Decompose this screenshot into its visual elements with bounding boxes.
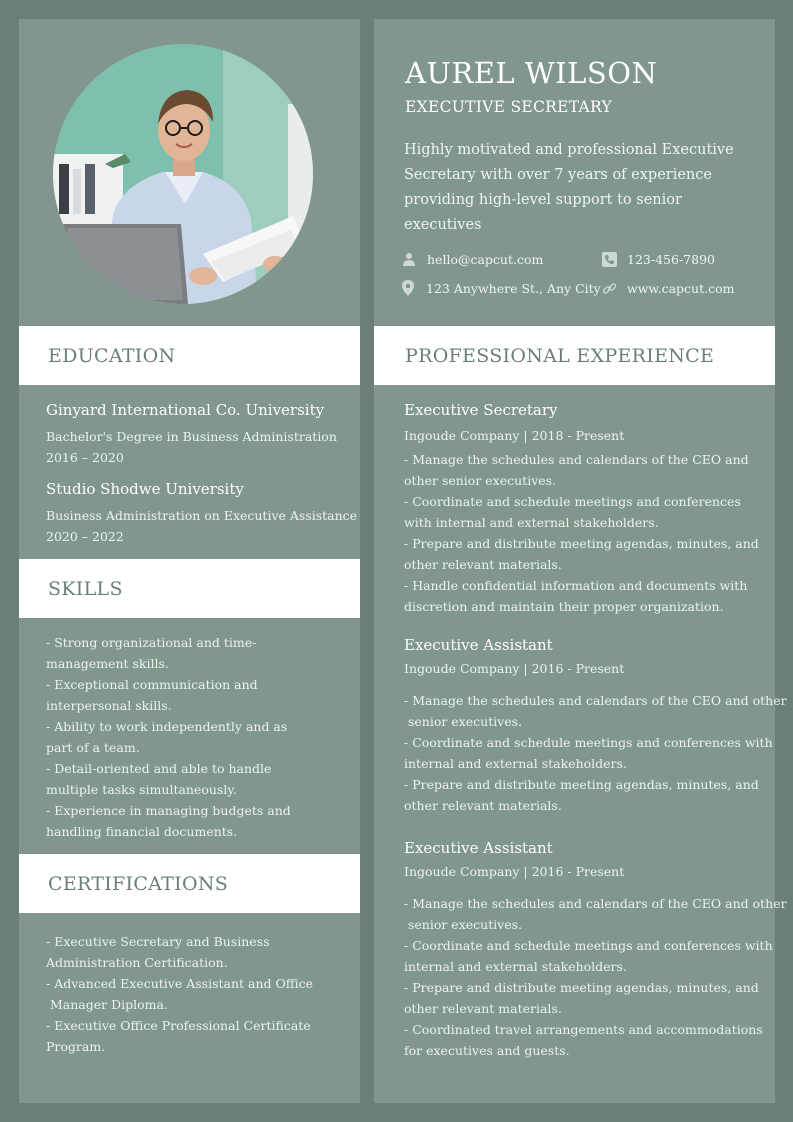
job-title: Executive Secretary	[404, 401, 558, 419]
list-item: internal and external stakeholders.	[404, 959, 627, 974]
job-duties	[404, 449, 759, 617]
list-item: other relevant materials.	[404, 557, 562, 572]
list-item: - Exceptional communication and	[46, 677, 258, 692]
profile-photo	[53, 44, 313, 304]
list-item: - Coordinate and schedule meetings and conferences with	[404, 735, 773, 750]
education-heading	[19, 326, 360, 385]
contact-website[interactable]: www.capcut.com	[627, 280, 735, 296]
job-title: Executive Assistant	[404, 839, 553, 857]
list-item: - Coordinate and schedule meetings and conferences	[404, 494, 741, 509]
list-item: with internal and external stakeholders.	[404, 515, 659, 530]
skills-list	[46, 632, 291, 842]
list-item: Administration Certification.	[46, 955, 228, 970]
education-school: Ginyard International Co. University	[46, 401, 325, 419]
list-item: - Strong organizational and time-	[46, 635, 257, 650]
list-item: - Coordinate and schedule meetings and conferences with	[404, 938, 773, 953]
list-item: management skills.	[46, 656, 169, 671]
list-item: - Manage the schedules and calendars of the CEO and other	[404, 896, 787, 911]
contact-phone-row	[601, 251, 715, 267]
education-heading-label: EDUCATION	[48, 344, 176, 367]
education-years: 2016 – 2020	[46, 450, 124, 465]
location-pin-icon	[400, 280, 416, 296]
education-degree: Business Administration on Executive Assistance	[46, 508, 358, 523]
education-years: 2020 – 2022	[46, 529, 124, 544]
job-meta: Ingoude Company | 2018 - Present	[404, 428, 625, 443]
job-meta: Ingoude Company | 2016 - Present	[404, 864, 625, 879]
candidate-name: AUREL WILSON	[405, 56, 658, 90]
contact-address: 123 Anywhere St., Any City	[426, 280, 601, 296]
list-item: - Prepare and distribute meeting agendas, minutes, and	[404, 980, 759, 995]
list-item: Program.	[46, 1039, 106, 1054]
list-item: - Detail-oriented and able to handle	[46, 761, 272, 776]
experience-heading	[374, 326, 775, 385]
phone-icon	[601, 251, 617, 267]
list-item: - Advanced Executive Assistant and Office	[46, 976, 314, 991]
list-item: - Executive Secretary and Business	[46, 934, 270, 949]
list-item: other senior executives.	[404, 473, 557, 488]
experience-heading-label: PROFESSIONAL EXPERIENCE	[405, 344, 715, 367]
candidate-role: EXECUTIVE SECRETARY	[405, 98, 613, 116]
list-item: multiple tasks simultaneously.	[46, 782, 237, 797]
list-item: part of a team.	[46, 740, 140, 755]
list-item: other relevant materials.	[404, 798, 562, 813]
list-item: - Prepare and distribute meeting agendas, minutes, and	[404, 777, 759, 792]
contact-email[interactable]: hello@capcut.com	[427, 251, 544, 267]
list-item: - Executive Office Professional Certificate	[46, 1018, 311, 1033]
list-item: - Handle confidential information and documents with	[404, 578, 748, 593]
job-meta: Ingoude Company | 2016 - Present	[404, 661, 625, 676]
list-item: - Experience in managing budgets and	[46, 803, 291, 818]
contact-website-row	[601, 280, 734, 296]
list-item: - Ability to work independently and as	[46, 719, 288, 734]
person-icon	[401, 251, 417, 267]
list-item: senior executives.	[404, 714, 523, 729]
list-item: discretion and maintain their proper organization.	[404, 599, 724, 614]
list-item: interpersonal skills.	[46, 698, 172, 713]
certifications-list	[46, 931, 313, 1057]
list-item: Manager Diploma.	[46, 997, 168, 1012]
job-duties	[404, 690, 787, 816]
list-item: other relevant materials.	[404, 1001, 562, 1016]
list-item: - Manage the schedules and calendars of the CEO and other	[404, 693, 787, 708]
certifications-heading	[19, 854, 360, 913]
contact-email-row	[401, 251, 543, 267]
list-item: handling financial documents.	[46, 824, 238, 839]
list-item: senior executives.	[404, 917, 523, 932]
skills-heading	[19, 559, 360, 618]
profile-summary: Highly motivated and professional Executive Secretary with over 7 years of experience providing high-level support to senior executives	[404, 142, 734, 233]
contact-address-row	[400, 280, 601, 296]
list-item: - Coordinated travel arrangements and accommodations	[404, 1022, 763, 1037]
education-degree: Bachelor's Degree in Business Administration	[46, 429, 337, 444]
certifications-heading-label: CERTIFICATIONS	[48, 872, 229, 895]
link-icon	[601, 280, 617, 296]
list-item: - Manage the schedules and calendars of the CEO and	[404, 452, 749, 467]
education-school: Studio Shodwe University	[46, 480, 244, 498]
contact-phone[interactable]: 123-456-7890	[627, 251, 715, 267]
job-title: Executive Assistant	[404, 636, 553, 654]
list-item: - Prepare and distribute meeting agendas, minutes, and	[404, 536, 759, 551]
skills-heading-label: SKILLS	[48, 577, 123, 600]
list-item: internal and external stakeholders.	[404, 756, 627, 771]
job-duties	[404, 893, 787, 1061]
list-item: for executives and guests.	[404, 1043, 570, 1058]
